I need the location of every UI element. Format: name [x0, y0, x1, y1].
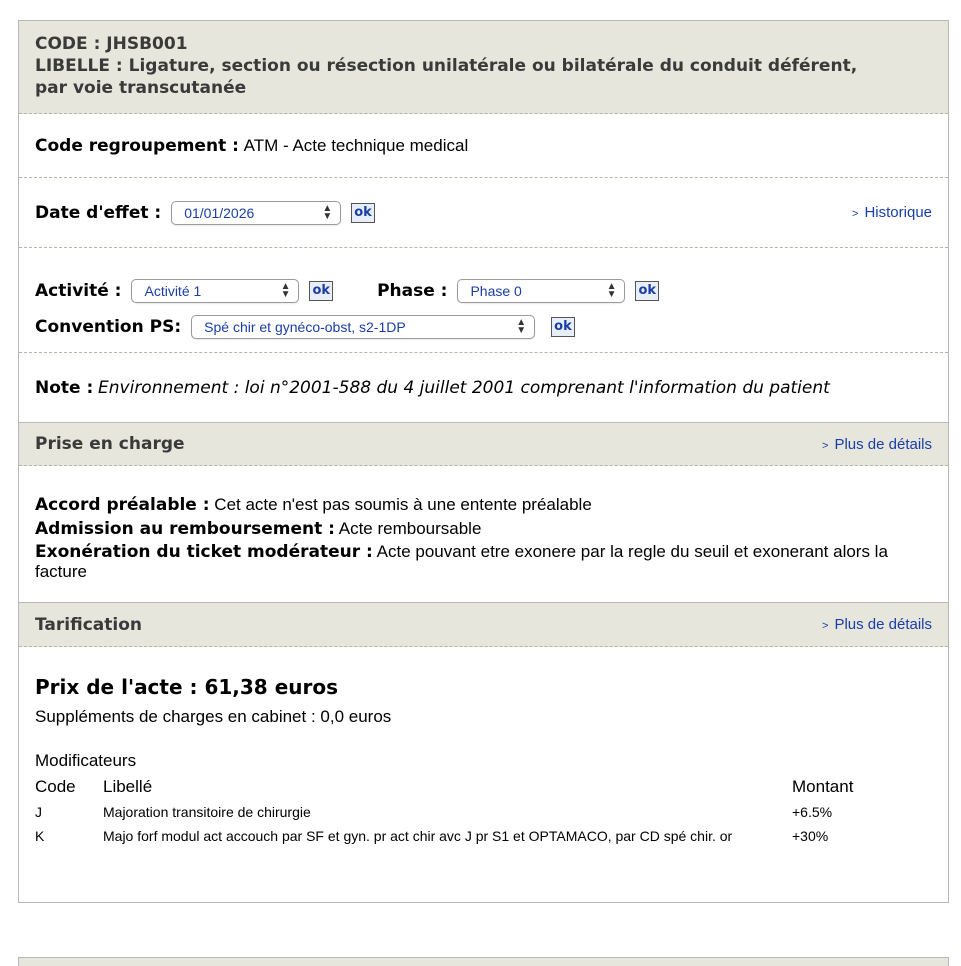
- regroupement-row: [19, 114, 948, 178]
- accord-label: Accord préalable :: [35, 495, 210, 515]
- admission-label: Admission au remboursement :: [35, 519, 335, 539]
- updown-arrow-icon: ▲ ▼: [280, 281, 291, 300]
- phase-select-value: Phase 0: [470, 283, 522, 299]
- historique-link-label: Historique: [864, 204, 932, 221]
- regroupement-value: ATM - Acte technique medical: [243, 135, 469, 155]
- tarification-header: [19, 603, 948, 647]
- acte-header: [19, 21, 948, 114]
- date-ok-button[interactable]: ok: [351, 203, 375, 223]
- chevron-right-icon: >: [852, 208, 859, 220]
- activite-label: Activité :: [35, 281, 122, 301]
- accord-value: Cet acte n'est pas soumis à une entente préalable: [214, 495, 592, 514]
- exoneration-line: [35, 542, 932, 582]
- phase-ok-button[interactable]: ok: [635, 281, 659, 301]
- row-montant: +30%: [792, 828, 829, 844]
- chevron-right-icon: >: [822, 620, 829, 632]
- convention-ok-button[interactable]: ok: [551, 317, 575, 337]
- next-section-edge: [18, 957, 949, 966]
- convention-select-value: Spé chir et gynéco-obst, s2-1DP: [204, 319, 406, 335]
- acte-libelle-2: par voie transcutanée: [35, 78, 247, 98]
- activite-select-value: Activité 1: [144, 283, 202, 299]
- regroupement-label: Code regroupement :: [35, 135, 239, 156]
- activite-row: [19, 248, 948, 353]
- acte-libelle-1: LIBELLE : Ligature, section ou résection unilatérale ou bilatérale du conduit déférent,: [35, 56, 858, 76]
- col-libelle: Libellé: [103, 777, 153, 796]
- convention-label: Convention PS:: [35, 317, 182, 337]
- date-row: [19, 178, 948, 248]
- tarif-details-label: Plus de détails: [834, 616, 932, 633]
- date-select-value: 01/01/2026: [184, 204, 255, 221]
- pec-details-link[interactable]: [822, 436, 932, 453]
- modificateurs-header-row: [35, 777, 932, 803]
- convention-select[interactable]: [191, 315, 535, 339]
- table-row: [35, 827, 932, 851]
- tarification-body: [19, 647, 948, 902]
- historique-link[interactable]: [852, 204, 932, 221]
- activite-ok-button[interactable]: ok: [309, 281, 333, 301]
- col-code: Code: [35, 777, 76, 796]
- updown-arrow-icon: ▲ ▼: [322, 202, 333, 222]
- updown-arrow-icon: ▲ ▼: [606, 281, 617, 300]
- admission-value: Acte remboursable: [338, 519, 482, 538]
- row-code: K: [35, 828, 45, 844]
- tarif-details-link[interactable]: [822, 616, 932, 633]
- row-libelle: Majoration transitoire de chirurgie: [103, 804, 311, 820]
- acte-code: CODE : JHSB001: [35, 34, 188, 54]
- modificateurs-table: [35, 777, 932, 851]
- note-value: Environnement : loi n°2001-588 du 4 juillet 2001 comprenant l'information du patient: [98, 377, 830, 398]
- modificateurs-title: Modificateurs: [35, 751, 137, 770]
- prise-en-charge-header: [19, 422, 948, 466]
- acte-panel: [18, 20, 949, 903]
- table-row: [35, 803, 932, 827]
- activite-select[interactable]: [131, 279, 299, 303]
- supplements: Suppléments de charges en cabinet : 0,0 euros: [35, 707, 392, 726]
- row-libelle: Majo forf modul act accouch par SF et gyn. pr act chir avc J pr S1 et OPTAMACO, par CD spé chir. or: [103, 828, 733, 844]
- prise-en-charge-title: Prise en charge: [35, 434, 185, 454]
- prix-acte: Prix de l'acte : 61,38 euros: [35, 675, 338, 699]
- pec-details-label: Plus de détails: [834, 435, 932, 453]
- row-montant: +6.5%: [792, 804, 833, 820]
- note-row: [19, 353, 948, 422]
- accord-line: [35, 494, 932, 516]
- prise-en-charge-body: [19, 466, 948, 603]
- tarification-title: Tarification: [35, 614, 142, 635]
- updown-arrow-icon: ▲ ▼: [516, 317, 527, 336]
- phase-label: Phase :: [377, 281, 448, 301]
- phase-select[interactable]: [457, 279, 625, 303]
- admission-line: [35, 518, 932, 540]
- exoneration-value: Acte pouvant etre exonere par la regle du seuil et exonerant alors la facture: [35, 542, 888, 581]
- note-label: Note :: [35, 377, 94, 398]
- date-label: Date d'effet :: [35, 202, 162, 223]
- chevron-right-icon: >: [822, 439, 829, 452]
- date-select[interactable]: [171, 201, 341, 225]
- exoneration-label: Exonération du ticket modérateur :: [35, 542, 373, 562]
- row-code: J: [35, 804, 42, 820]
- col-montant: Montant: [792, 777, 854, 796]
